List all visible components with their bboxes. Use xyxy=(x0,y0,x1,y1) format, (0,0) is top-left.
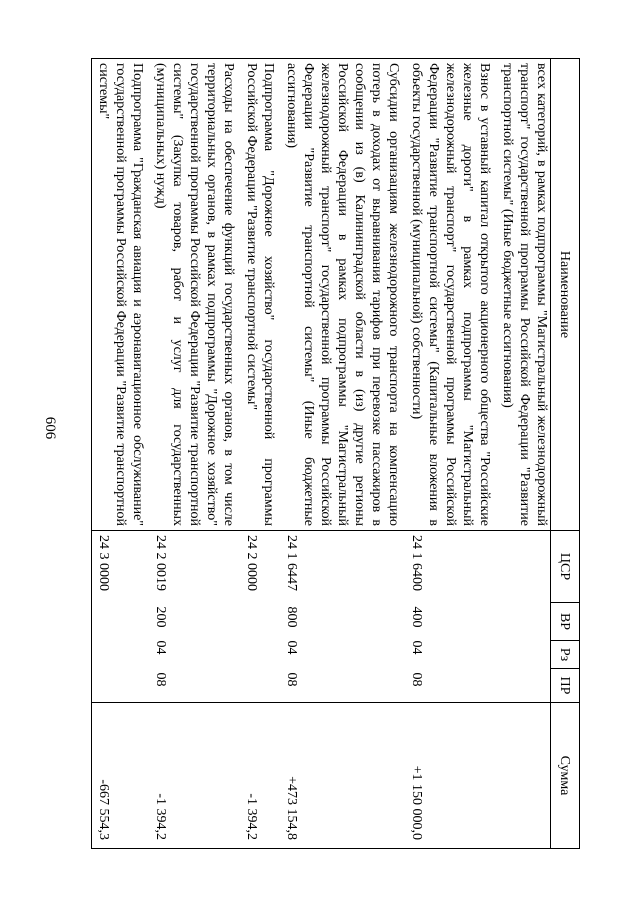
row-vr xyxy=(92,603,150,641)
row-vr xyxy=(240,603,280,641)
header-csr: ЦСР xyxy=(551,531,580,603)
page-number: 606 xyxy=(42,416,58,440)
row-csr: 24 1 6447 xyxy=(284,535,299,591)
row-pr: 08 xyxy=(284,672,299,687)
row-pr: 08 xyxy=(409,672,424,687)
table-row xyxy=(240,59,280,849)
row-name: Подпрограмма "Гражданская авиация и аэронавигационное обслуживание" государственной программы Российской Федерации "Развитие транспортной системы" xyxy=(92,59,150,531)
row-csr: 24 2 0000 xyxy=(244,535,259,591)
header-name: Наименование xyxy=(551,59,580,531)
row-pr xyxy=(496,669,551,703)
row-sum: -667 554,3 xyxy=(92,703,150,849)
row-csr: 24 1 6400 xyxy=(409,535,424,591)
row-sum: -1 394,2 xyxy=(240,703,280,849)
header-pr: ПР xyxy=(551,669,580,703)
row-vr: 800 xyxy=(284,606,299,628)
row-rz xyxy=(240,641,280,669)
row-name: Расходы на обеспечение функций государственных органов, в том числе территориальных органов, в рамках подпрограммы "Дорожное хозяйство" государственной программы Российской Федерации "Развитие транспортной системы" (Закупка товаров, работ и услуг для государственных (муниципальных) нужд) xyxy=(149,59,240,531)
row-csr xyxy=(496,531,551,603)
row-sum: +473 154,8 xyxy=(280,703,405,849)
row-vr: 200 xyxy=(153,606,168,628)
table-row xyxy=(280,59,405,849)
budget-table xyxy=(91,58,580,849)
table-row xyxy=(92,59,150,849)
row-name: Подпрограмма "Дорожное хозяйство" государственной программы Российской Федерации "Развитие транспортной системы" xyxy=(240,59,280,531)
row-rz xyxy=(496,641,551,669)
row-name: Субсидии организациям железнодорожного транспорта на компенсацию потерь в доходах от выравнивания тарифов при перевозке пассажиров в сообщении из (в) Калининградской области в (из) другие регионы Российской Федерации в рамках подпрограммы "Магистральный железнодорожный транспорт" государственной программы Российской Федерации "Развитие транспортной системы" (Иные бюджетные ассигнования) xyxy=(280,59,405,531)
row-sum: -1 394,2 xyxy=(149,703,240,849)
row-csr: 24 2 0019 xyxy=(153,535,168,591)
header-vr: ВР xyxy=(551,603,580,641)
row-rz xyxy=(92,641,150,669)
row-csr: 24 3 0000 xyxy=(92,531,150,603)
row-pr xyxy=(240,669,280,703)
table-row xyxy=(496,59,551,849)
row-vr: 400 xyxy=(409,606,424,628)
header-rz: Рз xyxy=(551,641,580,669)
row-vr xyxy=(496,603,551,641)
table-row xyxy=(149,59,240,849)
header-sum: Сумма xyxy=(551,703,580,849)
row-pr: 08 xyxy=(153,672,168,687)
row-pr xyxy=(92,669,150,703)
row-sum: +1 150 000,0 xyxy=(405,703,496,849)
row-rz: 04 xyxy=(284,640,299,655)
row-sum xyxy=(496,703,551,849)
row-name: всех категорий, в рамках подпрограммы "Магистральный железнодорожный транспорт" государственной программы Российской Федерации "Развитие транспортной системы" (Иные бюджетные ассигнования) xyxy=(496,59,551,531)
row-rz: 04 xyxy=(153,640,168,655)
row-name: Взнос в уставный капитал открытого акционерного общества "Российские железные дороги" в рамках подпрограммы "Магистральный железнодорожный транспорт" государственной программы Российской Федерации "Развитие транспортной системы" (Капитальные вложения в объекты государственной (муниципальной) собственности) xyxy=(405,59,496,531)
table-header-row xyxy=(551,59,580,849)
table-row xyxy=(405,59,496,849)
row-rz: 04 xyxy=(409,640,424,655)
